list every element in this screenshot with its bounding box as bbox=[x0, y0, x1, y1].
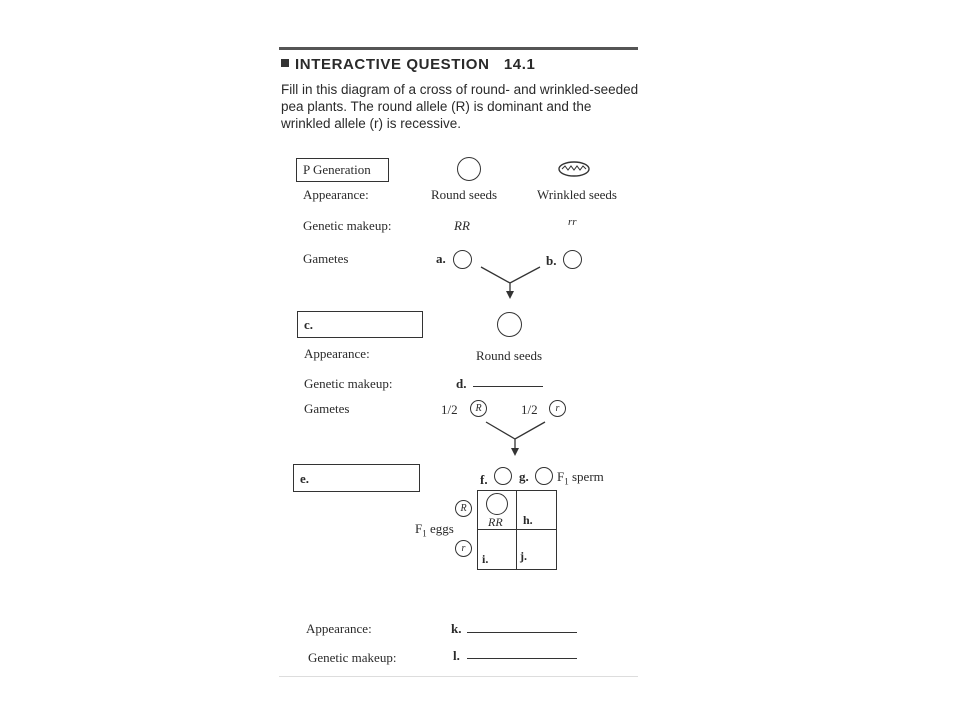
allele-dominant-text: R bbox=[475, 403, 482, 414]
f1-gametes-label: Gametes bbox=[304, 401, 350, 416]
f1-appearance-label: Appearance: bbox=[304, 346, 370, 361]
p-genotype-rr-dominant: RR bbox=[454, 218, 470, 233]
allele-recessive-icon bbox=[549, 400, 566, 417]
f2-appearance-label: Appearance: bbox=[306, 621, 372, 636]
f1-round-seed-icon bbox=[497, 312, 522, 337]
gamete-a-blank bbox=[453, 250, 472, 269]
f1-genetic-label: Genetic makeup: bbox=[304, 376, 393, 391]
blank-f-circle bbox=[494, 467, 512, 485]
top-rule bbox=[279, 47, 638, 50]
p-appearance-label: Appearance: bbox=[303, 187, 369, 202]
punnett-square bbox=[477, 490, 557, 570]
title-text: INTERACTIVE QUESTION bbox=[295, 56, 490, 73]
punnett-cell-h bbox=[517, 491, 556, 530]
egg-allele-dominant-icon bbox=[455, 500, 472, 517]
f1-gamete-left-fraction: 1/2 bbox=[441, 402, 458, 417]
gamete-b-label: b. bbox=[546, 253, 557, 268]
punnett-rr-text: RR bbox=[488, 515, 503, 529]
cross-arrow-1 bbox=[478, 264, 544, 302]
f1-gamete-right-fraction: 1/2 bbox=[521, 402, 538, 417]
p-genotype-rr-recessive: rr bbox=[568, 216, 577, 228]
egg-allele-recessive-icon bbox=[455, 540, 472, 557]
allele-recessive-text: r bbox=[555, 403, 560, 414]
gamete-b-blank bbox=[563, 250, 582, 269]
blank-g-circle bbox=[535, 467, 553, 485]
square-bullet-icon bbox=[281, 59, 289, 67]
egg-allele-recessive-text: r bbox=[461, 543, 466, 554]
blank-g-label: g. bbox=[519, 469, 529, 484]
blank-l-line bbox=[467, 658, 577, 659]
blank-d-line bbox=[473, 386, 543, 387]
f1-sperm-label: $F_1$ sperm bbox=[557, 469, 604, 487]
p-generation-label: P Generation bbox=[303, 162, 371, 177]
blank-i-label: i. bbox=[482, 552, 489, 566]
blank-l-label: l. bbox=[453, 648, 460, 663]
f2-generation-box bbox=[293, 464, 420, 492]
question-number: 14.1 bbox=[503, 56, 536, 73]
blank-f-label: f. bbox=[480, 472, 488, 487]
f2-genetic-label: Genetic makeup: bbox=[308, 650, 397, 665]
p-gametes-label: Gametes bbox=[303, 251, 349, 266]
p-round-seeds-text: Round seeds bbox=[431, 187, 498, 202]
f2-box-label: e. bbox=[300, 471, 310, 486]
f1-eggs-label: $F_1$ eggs bbox=[415, 521, 454, 539]
bottom-rule bbox=[279, 676, 638, 677]
blank-k-line bbox=[467, 632, 577, 633]
blank-h-label: h. bbox=[523, 513, 533, 527]
p-generation-box bbox=[296, 158, 389, 182]
punnett-cell-i bbox=[478, 530, 517, 569]
punnett-round-seed-icon bbox=[486, 493, 508, 515]
f1-generation-box bbox=[297, 311, 423, 338]
p-wrinkled-seeds-text: Wrinkled seeds bbox=[537, 187, 617, 202]
cross-arrow-2 bbox=[483, 418, 549, 460]
allele-dominant-icon bbox=[470, 400, 487, 417]
punnett-cell-j bbox=[517, 530, 556, 569]
intro-text: Fill in this diagram of a cross of round- and wrinkled-seeded pea plants. The round allele (R) is dominant and the wrinkled allele (r) is recessive. bbox=[281, 82, 639, 131]
blank-d-label: d. bbox=[456, 376, 467, 391]
punnett-cell-rr bbox=[478, 491, 517, 530]
round-seed-icon bbox=[457, 157, 481, 181]
p-genetic-label: Genetic makeup: bbox=[303, 218, 392, 233]
gamete-a-label: a. bbox=[436, 251, 446, 266]
f1-round-seeds-text: Round seeds bbox=[476, 348, 543, 363]
question-title bbox=[281, 56, 535, 73]
blank-j-label: j. bbox=[520, 549, 527, 563]
egg-allele-dominant-text: R bbox=[460, 503, 467, 514]
wrinkled-seed-icon bbox=[557, 160, 591, 178]
f1-box-label: c. bbox=[304, 317, 314, 332]
blank-k-label: k. bbox=[451, 621, 462, 636]
